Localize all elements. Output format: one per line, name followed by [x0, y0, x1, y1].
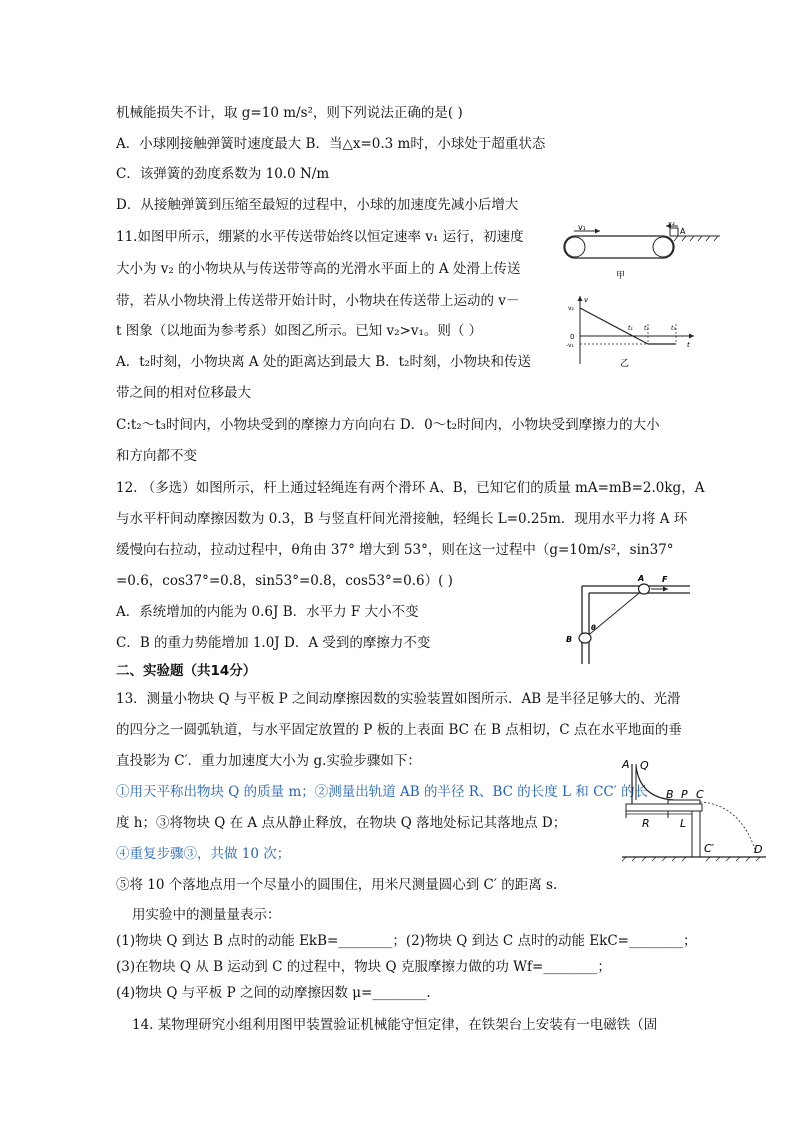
length-l-label: L	[680, 817, 687, 830]
option-line: A．小球刚接触弹簧时速度最大 B．当△x=0.3 m时，小球处于超重状态	[116, 136, 546, 152]
q12-text: 缓慢向右拉动，拉动过程中，θ角由 37° 增大到 53°，则在这一过程中（g=10m/s²，sin37°	[116, 542, 674, 558]
q13-blank: (4)物块 Q 与平板 P 之间的动摩擦因数 μ=________.	[116, 985, 431, 1001]
q13-blank: (3)在物块 Q 从 B 运动到 C 的过程中，物块 Q 克服摩擦力做的功 Wf=________；	[116, 959, 611, 975]
neg-v1-tick: -v₁	[566, 342, 574, 349]
q13-text: 用实验中的测量量表示：	[132, 907, 281, 923]
q11-text: 11.如图甲所示，绷紧的水平传送带始终以恒定速率 v₁ 运行，初速度	[116, 229, 524, 245]
point-b-label: B	[666, 788, 674, 801]
friction-apparatus-figure	[614, 752, 770, 862]
q14-text: 14. 某物理研究小组利用图甲装置验证机械能守恒定律，在铁架台上安装有一电磁铁（固	[132, 1017, 658, 1033]
q13-blank: (1)物块 Q 到达 B 点时的动能 EkB=________；(2)物块 Q 到达 C 点时的动能 EkC=________；	[116, 933, 697, 949]
q11-text: 带，若从小物块滑上传送带开始计时，小物块在传送带上运动的 v－	[116, 293, 520, 309]
t3-tick: t₃	[671, 325, 676, 332]
vt-graph	[558, 292, 708, 370]
q12-text: 与水平杆间动摩擦因数为 0.3，B 与竖直杆间光滑接触，轻绳长 L=0.25m．现用水平力将 A 环	[116, 511, 688, 527]
v-axis-label: v	[584, 296, 589, 304]
point-cprime-label: C′	[704, 842, 715, 855]
block-q-label: Q	[640, 759, 649, 772]
q13-step: ①用天平称出物块 Q 的质量 m；②测量出轨道 AB 的半径 R、BC 的长度 L 和 CC′ 的长	[116, 784, 649, 800]
q13-step: ⑤将 10 个落地点用一个尽量小的圆围住，用米尺测量圆心到 C′ 的距离 s.	[116, 877, 558, 893]
point-a-label: A	[622, 758, 630, 771]
q11-option: 和方向都不变	[116, 448, 197, 464]
section-heading: 二、实验题（共14分）	[116, 663, 257, 679]
q11-option: 带之间的相对位移最大	[116, 385, 251, 401]
radius-r-label: R	[642, 817, 650, 830]
q13-text: 直投影为 C′．重力加速度大小为 g.实验步骤如下：	[116, 753, 421, 769]
v2-tick: v₂	[568, 305, 574, 312]
q13-step: ④重复步骤③，共做 10 次；	[116, 846, 291, 862]
q11-text: t 图象（以地面为参考系）如图乙所示。已知 v₂>v₁。则（ ）	[116, 323, 483, 339]
v1-label: v₁	[578, 223, 586, 232]
q13-text: 的四分之一圆弧轨道，与水平固定放置的 P 板的上表面 BC 在 B 点相切，C 点在水平地面的垂	[116, 722, 682, 738]
q12-text: =0.6，cos37°=0.8，sin53°=0.8，cos53°=0.6）( )	[116, 573, 453, 589]
t2-tick: t₂	[644, 325, 649, 332]
option-line: C．该弹簧的劲度系数为 10.0 N/m	[116, 166, 330, 182]
q11-option: C:t₂～t₃时间内，小物块受到的摩擦力方向向右 D．0～t₂时间内，小物块受到摩擦力的大小	[116, 417, 660, 433]
figure-caption: 乙	[620, 359, 630, 369]
rings-rod-figure	[564, 566, 694, 666]
q13-text: 13．测量小物块 Q 与平板 P 之间动摩擦因数的实验装置如图所示．AB 是半径足够大的、光滑	[116, 691, 681, 707]
conveyor-figure	[560, 222, 730, 284]
option-line: D．从接触弹簧到压缩至最短的过程中，小球的加速度先减小后增大	[116, 197, 519, 213]
plate-p-label: P	[681, 788, 688, 801]
ring-a-label: A	[638, 574, 645, 583]
q12-text: 12. （多选）如图所示，杆上通过轻绳连有两个滑环 A、B，已知它们的质量 mA=mB=2.0kg，A	[116, 480, 705, 496]
t-axis-label: t	[687, 341, 690, 349]
q12-option: C．B 的重力势能增加 1.0J D．A 受到的摩擦力不变	[116, 635, 431, 651]
q11-text: 大小为 v₂ 的小物块从与传送带等高的光滑水平面上的 A 处滑上传送	[116, 261, 521, 277]
figure-caption: 甲	[616, 271, 626, 281]
theta-label: θ	[591, 624, 596, 632]
text-line: 机械能损失不计，取 g=10 m/s²，则下列说法正确的是( )	[116, 105, 463, 121]
q13-step: 度 h；③将物块 Q 在 A 点从静止释放，在物块 Q 落地处标记其落地点 D；	[116, 815, 567, 831]
point-d-label: D	[754, 843, 763, 856]
point-c-label: C	[696, 788, 704, 801]
q12-option: A．系统增加的内能为 0.6J B．水平力 F 大小不变	[116, 604, 419, 620]
force-f-label: F	[662, 575, 668, 584]
origin-label: 0	[570, 333, 575, 341]
t1-tick: t₁	[628, 325, 633, 332]
point-a-label: A	[680, 227, 686, 236]
q11-option: A．t₂时刻，小物块离 A 处的距离达到最大 B．t₂时刻，小物块和传送	[116, 354, 531, 370]
ring-b-label: B	[566, 635, 573, 644]
v2-label: v₂	[668, 222, 675, 227]
